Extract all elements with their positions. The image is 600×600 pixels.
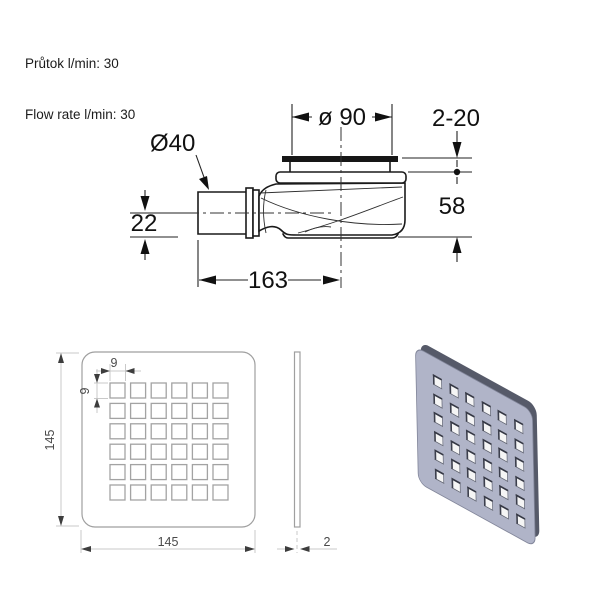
grate-3d-hole	[516, 512, 525, 528]
grate-3d-hole	[498, 447, 507, 463]
dimension-grate-width-label: 145	[157, 535, 179, 549]
grate-hole	[172, 485, 187, 500]
grate-hole	[110, 465, 125, 480]
grate-3d-hole	[481, 401, 490, 417]
grate-hole	[172, 424, 187, 439]
grate-3d-hole	[434, 430, 443, 446]
grate-hole	[131, 465, 146, 480]
grate-3d-hole	[482, 419, 491, 435]
grate-hole	[213, 424, 228, 439]
grate-plate-outline	[82, 352, 255, 527]
grate-hole	[151, 403, 166, 418]
dimension-hole-height-label: 9	[78, 387, 92, 395]
grate-3d-hole	[499, 466, 508, 482]
grate-3d-hole	[483, 495, 492, 511]
grate-hole	[110, 424, 125, 439]
grate-3d-hole	[433, 393, 442, 409]
grate-3d-hole	[467, 486, 476, 502]
dimension-hole-width-label: 9	[110, 356, 118, 370]
grate-3d-hole	[514, 437, 523, 453]
grate-3d-hole	[449, 402, 458, 418]
grate-hole	[110, 444, 125, 459]
dimension-flange-diameter-label: ø 90	[317, 104, 367, 131]
grate-3d-hole	[499, 485, 508, 501]
dimension-outlet-length-label: 163	[247, 267, 289, 294]
grate-hole	[131, 383, 146, 398]
grate-hole	[151, 465, 166, 480]
dimension-trap-height-label: 58	[438, 193, 466, 220]
flange-bar	[282, 156, 398, 162]
flow-rate-label-en: Flow rate l/min: 30	[25, 107, 136, 122]
grate-3d-hole	[514, 418, 523, 434]
grate-hole	[110, 485, 125, 500]
grate-hole	[131, 403, 146, 418]
grate-hole	[110, 403, 125, 418]
grate-hole	[172, 444, 187, 459]
grate-side-view	[277, 352, 337, 553]
grate-hole	[131, 485, 146, 500]
grate-hole	[192, 465, 207, 480]
grate-hole	[213, 444, 228, 459]
grate-3d-hole	[467, 467, 476, 483]
grate-3d-hole	[483, 476, 492, 492]
grate-hole	[192, 403, 207, 418]
grate-hole	[192, 383, 207, 398]
grate-3d-hole	[450, 420, 459, 436]
dimension-outlet-height-label: 22	[130, 210, 158, 237]
grate-3d-hole	[451, 458, 460, 474]
grate-3d-hole	[498, 428, 507, 444]
grate-hole	[151, 383, 166, 398]
grate-hole	[172, 383, 187, 398]
grate-3d-hole	[515, 475, 524, 491]
grate-hole	[192, 485, 207, 500]
grate-3d-hole	[515, 494, 524, 510]
grate-3d-hole	[497, 410, 506, 426]
grate-front-view	[43, 352, 255, 553]
grate-hole	[151, 444, 166, 459]
collar-neck	[290, 162, 390, 172]
dimension-thickness-label: 2	[323, 535, 331, 549]
grate-hole	[131, 444, 146, 459]
grate-3d-hole	[449, 383, 458, 399]
grate-3d-hole	[434, 412, 443, 428]
grate-3d-hole	[466, 429, 475, 445]
grate-3d-hole	[482, 438, 491, 454]
grate-hole	[172, 465, 187, 480]
grate-3d-hole	[435, 468, 444, 484]
grate-3d-hole	[466, 411, 475, 427]
dimension-grate-height-label: 145	[43, 429, 57, 451]
grate-hole	[192, 424, 207, 439]
grate-3d-hole	[465, 392, 474, 408]
dimension-inlet-diameter-label: Ø40	[150, 130, 196, 157]
grate-3d-hole	[450, 439, 459, 455]
grate-hole	[213, 403, 228, 418]
grate-hole	[131, 424, 146, 439]
grate-3d-hole	[483, 457, 492, 473]
grate-3d-hole	[500, 504, 509, 520]
grate-hole	[151, 424, 166, 439]
grate-3d-hole	[433, 374, 442, 390]
grate-hole	[213, 465, 228, 480]
grate-3d-hole	[451, 477, 460, 493]
grate-hole	[213, 383, 228, 398]
grate-3d-hole	[434, 449, 443, 465]
grate-hole	[172, 403, 187, 418]
flow-rate-label-cs: Průtok l/min: 30	[25, 56, 119, 71]
trap-side-view	[185, 127, 406, 288]
grate-hole	[192, 444, 207, 459]
grate-3d-hole	[514, 456, 523, 472]
grate-hole	[213, 485, 228, 500]
grate-edge-outline	[295, 352, 301, 527]
grate-3d-hole	[466, 448, 475, 464]
dimension-tile-range-label: 2-20	[431, 105, 481, 132]
grate-hole	[151, 485, 166, 500]
grate-hole	[110, 383, 125, 398]
trap-bowl	[259, 183, 405, 235]
